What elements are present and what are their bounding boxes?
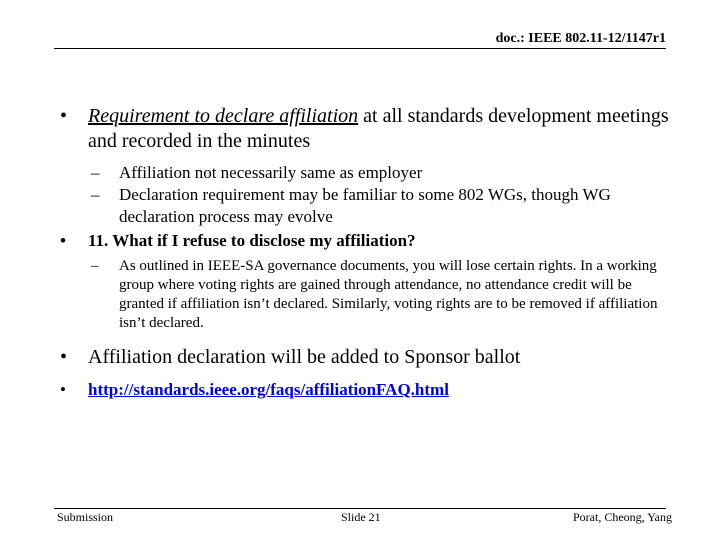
requirement-rest: at all standards development meetings and recorded in the minutes [88, 105, 669, 152]
refuse-question-text: 11. What if I refuse to disclose my affiliation? [88, 231, 416, 250]
dash-icon: – [91, 258, 99, 274]
sub-bullet-governance [60, 257, 680, 333]
affiliation-faq-link[interactable]: http://standards.ieee.org/faqs/affiliationFAQ.html [88, 380, 449, 399]
bullet-icon: • [60, 346, 68, 368]
requirement-emphasis: Requirement to declare affiliation [88, 105, 359, 127]
footer-authors: Porat, Cheong, Yang [572, 510, 672, 524]
bullet-sponsor-ballot [60, 345, 680, 370]
header-rule [54, 48, 666, 49]
footer-submission: Submission [57, 510, 114, 524]
sponsor-ballot-text: Affiliation declaration will be added to Sponsor ballot [88, 346, 521, 368]
bullet-icon: • [60, 231, 66, 250]
sub-bullet-text: Declaration requirement may be familiar to some 802 WGs, though WG declaration process may evolve [119, 185, 611, 226]
sub-bullet-text: Affiliation not necessarily same as employer [119, 163, 423, 182]
bullet-icon: • [60, 105, 68, 127]
dash-icon: – [91, 185, 100, 204]
bullet-refuse-question [60, 230, 680, 252]
bullet-faq-link [60, 379, 680, 401]
slide-body [60, 104, 680, 401]
footer-rule [54, 508, 666, 509]
document-id: doc.: IEEE 802.11-12/1147r1 [495, 31, 666, 46]
sub-bullet-text: As outlined in IEEE-SA governance documents, you will lose certain rights. In a working group where voting rights are gained through attendance, no attendance credit will be granted if affiliation isn’t declared. Similarly, voting rights are to be removed if affiliation isn’t declared. [119, 258, 658, 331]
bullet-affiliation-requirement [60, 104, 680, 154]
sub-bullet-declaration [60, 184, 680, 228]
dash-icon: – [91, 163, 100, 182]
bullet-icon: • [60, 380, 66, 399]
footer-slide-number: Slide 21 [341, 510, 381, 524]
sub-bullet-employer [60, 162, 680, 184]
